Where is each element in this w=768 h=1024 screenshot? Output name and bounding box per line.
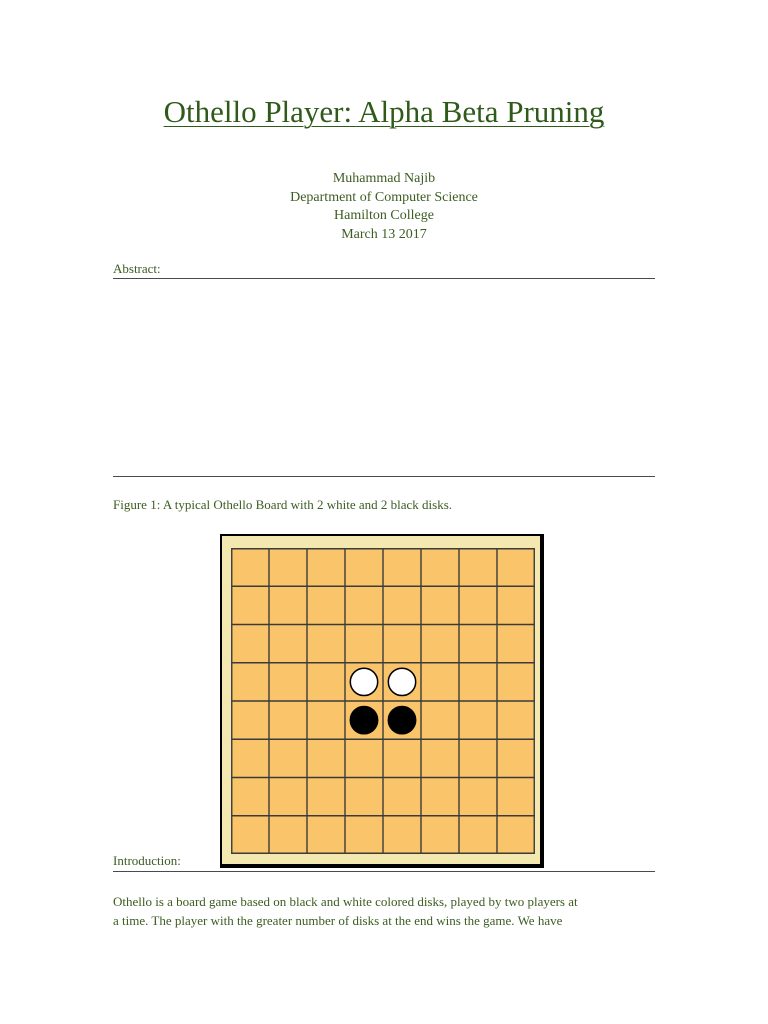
black-disk: [350, 706, 377, 733]
figure-caption: Figure 1: A typical Othello Board with 2 white and 2 black disks.: [113, 497, 453, 512]
white-disk: [388, 668, 415, 695]
othello-board-figure: [220, 534, 544, 868]
othello-board: [231, 548, 535, 854]
paper-title: Othello Player: Alpha Beta Pruning: [163, 94, 605, 129]
introduction-label: Introduction:: [113, 853, 181, 868]
abstract-top-rule: [113, 278, 655, 279]
introduction-rule: [113, 871, 655, 872]
abstract-label: Abstract:: [113, 261, 161, 276]
black-disk: [388, 706, 415, 733]
paragraph-line: a time. The player with the greater number of disks at the end wins the game. We have: [113, 913, 563, 928]
author-block: [0, 170, 768, 244]
author-name: Muhammad Najib: [332, 171, 436, 186]
white-disk: [350, 668, 377, 695]
board-border: [222, 536, 540, 864]
paragraph-line: Othello is a board game based on black and white colored disks, played by two players at: [113, 894, 578, 909]
paper-date: March 13 2017: [341, 226, 427, 242]
author-institution: Hamilton College: [334, 208, 434, 223]
abstract-bottom-rule: [113, 476, 655, 477]
author-department: Department of Computer Science: [290, 189, 478, 205]
introduction-paragraph: [113, 892, 658, 930]
